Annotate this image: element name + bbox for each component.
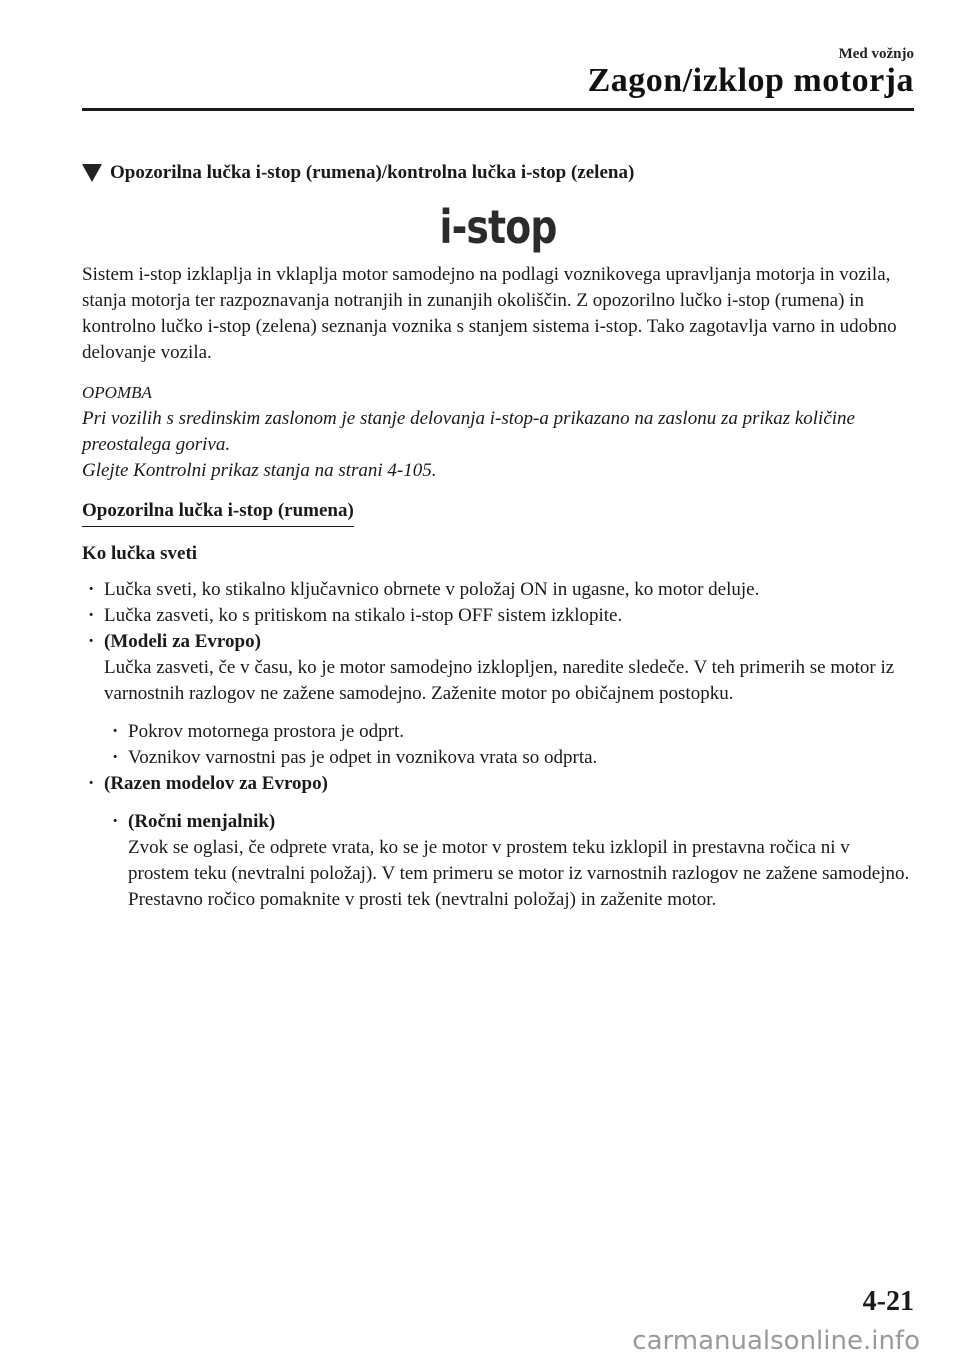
list-item-europe (82, 629, 914, 707)
note-text-1: Pri vozilih s sredinskim zaslonom je stanje delovanja i-stop-a prikazano na zaslonu za prikaz količine preostalega goriva. (82, 408, 855, 455)
intro-paragraph: Sistem i-stop izklaplja in vklaplja motor samodejno na podlagi voznikovega upravljanja motorja in vozila, stanja motorja ter razpoznavanja notranjih in zunanjih okoliščin. Z opozorilno lučko i-stop (rumena) in kontrolno lučko i-stop (zelena) seznanja voznika s stanjem sistema i-stop. Tako zagotavlja varno in udobno delovanje vozila. (82, 264, 897, 363)
watermark: carmanualsonline.info (632, 1326, 920, 1356)
manual-text: Zvok se oglasi, če odprete vrata, ko se je motor v prostem teku izklopil in prestavna ročica ni v prostem teku (nevtralni položaj). V tem primeru se motor iz varnostnih razlogov ne zažene samodejno. Prestavno ročico pomaknite v prosti tek (nevtralni položaj) in zaženite motor. (128, 837, 910, 910)
europe-text: Lučka zasveti, če v času, ko je motor samodejno izklopljen, naredite sledeče. V teh primerih se motor iz varnostnih razlogov ne zažene samodejno. Zaženite motor po običajnem postopku. (104, 657, 895, 704)
main-content (82, 160, 914, 913)
section-heading-text: Opozorilna lučka i-stop (rumena)/kontrolna lučka i-stop (zelena) (110, 162, 635, 183)
note-text-2: Glejte Kontrolni prikaz stanja na strani 4-105. (82, 460, 437, 481)
sub-heading: Opozorilna lučka i-stop (rumena) (82, 498, 354, 527)
header-divider (82, 108, 914, 111)
when-lit-heading: Ko lučka sveti (82, 543, 198, 564)
istop-indicator-icon: i-stop (439, 200, 557, 254)
page-title: Zagon/izklop motorja (587, 62, 914, 99)
europe-label: · (Modeli za Evropo) (104, 631, 261, 652)
page-number: 4-21 (862, 1286, 914, 1317)
list-item: · Pokrov motornega prostora je odprt. (106, 719, 914, 745)
manual-label: · (Ročni menjalnik) (128, 811, 276, 832)
list-item: · Voznikov varnostni pas je odpet in voznikova vrata so odprta. (106, 745, 914, 771)
list-item: · Lučka sveti, ko stikalno ključavnico obrnete v položaj ON in ugasne, ko motor deluje. (82, 577, 914, 603)
non-europe-label: · (Razen modelov za Evropo) (82, 771, 914, 797)
triangle-down-icon (82, 164, 102, 182)
chapter-label: Med vožnjo (838, 46, 914, 62)
list-item: · Lučka zasveti, ko s pritiskom na stikalo i-stop OFF sistem izklopite. (82, 603, 914, 629)
note-title: OPOMBA (82, 383, 152, 402)
section-heading (82, 160, 914, 186)
list-item-manual (106, 809, 914, 913)
